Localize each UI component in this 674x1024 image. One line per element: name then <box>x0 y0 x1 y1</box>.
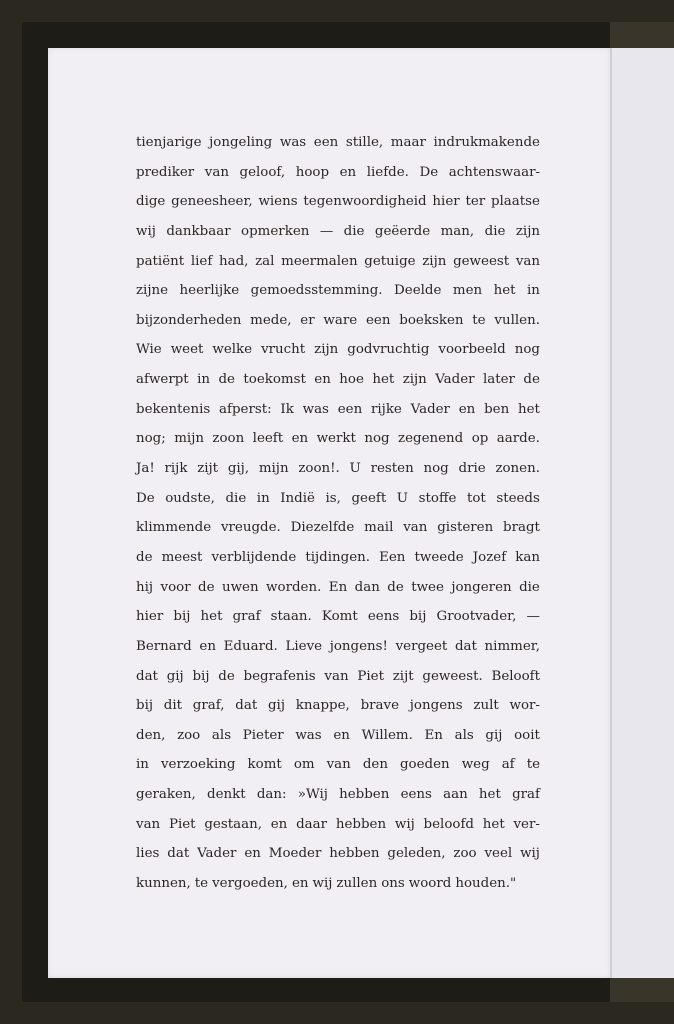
word: kan <box>515 549 540 565</box>
word: resten <box>370 461 414 477</box>
text-line <box>136 691 540 721</box>
word: boeksken <box>399 312 464 328</box>
word: het <box>518 401 540 417</box>
word: Indië <box>280 490 315 506</box>
word: zijne <box>136 283 169 299</box>
word: vergoeden, <box>212 876 288 892</box>
text-line <box>136 662 540 692</box>
word: weg <box>461 757 490 773</box>
word: bekentenis <box>136 401 211 417</box>
word: die <box>519 579 540 595</box>
word: geweest. <box>422 668 483 684</box>
word: Jozef <box>472 549 507 565</box>
word: als <box>454 727 474 743</box>
word: graf, <box>192 698 225 714</box>
word: geloof, <box>239 164 286 180</box>
word: zonen. <box>495 461 540 477</box>
word: Vader <box>197 846 237 862</box>
word: zijn <box>515 223 540 239</box>
word: hoe <box>339 372 364 388</box>
text-line <box>136 158 540 188</box>
word: maar <box>390 135 426 150</box>
word: jongens! <box>329 638 388 654</box>
word: houden." <box>455 876 517 892</box>
word: van <box>324 668 349 684</box>
word: prediker <box>136 164 195 180</box>
word: nog <box>514 342 540 358</box>
word: komt <box>247 757 282 773</box>
word: lies <box>136 846 160 862</box>
word: klimmende <box>136 520 212 536</box>
word: woord <box>408 876 452 892</box>
word: ware <box>323 312 358 328</box>
word: de <box>218 372 235 388</box>
word: te <box>194 876 209 892</box>
word: die <box>343 223 365 239</box>
text-line <box>136 810 540 840</box>
word: en <box>199 638 216 654</box>
word: welke <box>212 342 253 358</box>
word: geëerde <box>374 223 431 239</box>
word: — <box>319 223 334 239</box>
word: voor <box>160 579 191 595</box>
word: Vader <box>435 372 475 388</box>
word: dat <box>235 698 258 714</box>
word: in <box>527 283 540 299</box>
word: de <box>387 579 404 595</box>
word: wij <box>394 816 415 832</box>
word: dige <box>136 194 166 210</box>
word: Diezelfde <box>290 520 355 536</box>
text-line <box>136 454 540 484</box>
word: om <box>293 757 315 773</box>
text-line <box>136 573 540 603</box>
word: hebben <box>339 787 390 803</box>
word: begrafenis <box>243 668 316 684</box>
word: plaatse <box>490 194 540 210</box>
word: zegenend <box>398 431 464 447</box>
word: gestaan, <box>204 816 262 832</box>
word: zoo <box>453 846 477 862</box>
word: geeft <box>351 490 387 506</box>
word: er <box>300 312 315 328</box>
word: eens <box>367 609 400 625</box>
word: oudste, <box>165 490 215 506</box>
word: uwen <box>221 579 259 595</box>
word: geweest <box>453 253 510 269</box>
adjacent-page-edge <box>610 48 674 978</box>
word: mijn <box>258 461 289 477</box>
word: van <box>515 253 540 269</box>
word: bragt <box>503 520 540 536</box>
word: lief <box>190 253 213 269</box>
word: Een <box>379 549 406 565</box>
word: voorbeeld <box>438 342 506 358</box>
word: meest <box>161 549 203 565</box>
word: geleden, <box>387 846 446 862</box>
word: en <box>333 727 350 743</box>
word: hij <box>136 579 154 595</box>
text-line <box>136 187 540 217</box>
word: toekomst <box>243 372 306 388</box>
word: nog <box>364 431 390 447</box>
word: staan. <box>270 609 312 625</box>
word: indrukmakende <box>433 135 540 150</box>
word: knappe, <box>295 698 350 714</box>
word: die <box>225 490 247 506</box>
word: ver- <box>513 816 540 832</box>
word: Eduard. <box>223 638 278 654</box>
word: bij <box>192 668 210 684</box>
text-line <box>136 484 540 514</box>
word: men <box>452 283 483 299</box>
word: Piet <box>168 816 196 832</box>
word: zoon <box>212 431 245 447</box>
word: bijzonderheden <box>136 312 242 328</box>
word: een <box>337 401 363 417</box>
word: dat <box>136 668 158 684</box>
word: Ja! <box>136 461 155 477</box>
word: Belooft <box>491 668 540 684</box>
word: dan <box>354 579 380 595</box>
word: en <box>244 846 261 862</box>
word: geneesheer, <box>171 194 253 210</box>
word: leeft <box>252 431 284 447</box>
word: wij <box>312 876 333 892</box>
word: af <box>501 757 515 773</box>
word: bij <box>136 698 154 714</box>
word: En <box>424 727 443 743</box>
word: het <box>372 372 395 388</box>
word: nog; <box>136 431 166 447</box>
text-line <box>136 513 540 543</box>
text-line-last <box>136 869 540 899</box>
word: veel <box>484 846 513 862</box>
word: stoffe <box>418 490 457 506</box>
word: graf <box>512 787 540 803</box>
word: twee <box>411 579 444 595</box>
word: steeds <box>496 490 540 506</box>
word: daar <box>296 816 328 832</box>
word: getuige <box>364 253 416 269</box>
word: drie <box>458 461 486 477</box>
word: aan <box>443 787 468 803</box>
word: gij <box>267 698 285 714</box>
word: aarde. <box>496 431 540 447</box>
word: zijn <box>314 342 339 358</box>
word: jongeling <box>209 135 273 150</box>
word: graf <box>232 609 261 625</box>
word: wiens <box>258 194 298 210</box>
word: godvruchtig <box>347 342 430 358</box>
word: vrucht <box>261 342 306 358</box>
word: Moeder <box>268 846 322 862</box>
word: vreugde. <box>220 520 281 536</box>
word: tienjarige <box>136 135 202 150</box>
word: is, <box>325 490 341 506</box>
word: verblijdende <box>211 549 297 565</box>
word: den, <box>136 727 166 743</box>
word: weet <box>170 342 204 358</box>
text-line <box>136 780 540 810</box>
text-line <box>136 306 540 336</box>
text-line <box>136 602 540 632</box>
word: U <box>349 461 361 477</box>
word: opmerken <box>241 223 310 239</box>
word: was <box>279 135 307 150</box>
text-line <box>136 247 540 277</box>
word: en <box>291 431 309 447</box>
word: zijt <box>392 668 414 684</box>
word: en <box>291 876 309 892</box>
word: zoon!. <box>298 461 340 477</box>
word: gisteren <box>437 520 494 536</box>
word: Piet <box>357 668 384 684</box>
word: U <box>396 490 409 506</box>
word: heerlijke <box>179 283 240 299</box>
word: Pieter <box>242 727 284 743</box>
page-text-block <box>136 128 540 899</box>
word: wij <box>520 846 540 862</box>
word: verzoeking <box>160 757 236 773</box>
word: het <box>478 787 501 803</box>
text-line <box>136 424 540 454</box>
word: ben <box>484 401 510 417</box>
word: afwerpt <box>136 372 189 388</box>
word: rijk <box>164 461 188 477</box>
word: werkt <box>316 431 356 447</box>
word: ter <box>465 194 486 210</box>
word: gij <box>166 668 184 684</box>
word: Wie <box>136 342 162 358</box>
word: in <box>136 757 149 773</box>
word: ooit <box>514 727 540 743</box>
word: Vader <box>410 401 450 417</box>
word: eens <box>400 787 432 803</box>
word: hier <box>432 194 460 210</box>
word: tot <box>466 490 486 506</box>
word: rijke <box>370 401 402 417</box>
word: Deelde <box>394 283 442 299</box>
word: te <box>472 312 486 328</box>
word: was <box>295 727 322 743</box>
word: tijdingen. <box>305 549 371 565</box>
word: Grootvader, <box>436 609 517 625</box>
word: tegenwoordigheid <box>303 194 427 210</box>
text-line <box>136 276 540 306</box>
word: had, <box>218 253 249 269</box>
word: dankbaar <box>166 223 231 239</box>
word: achtenswaar- <box>448 164 540 180</box>
word: mail <box>364 520 394 536</box>
word: Komt <box>321 609 358 625</box>
word: de <box>198 579 215 595</box>
text-line <box>136 217 540 247</box>
word: zijn <box>402 372 427 388</box>
text-line <box>136 543 540 573</box>
word: gemoedsstemming. <box>250 283 383 299</box>
word: dat <box>454 638 477 654</box>
word: Willem. <box>361 727 413 743</box>
word: van <box>204 164 229 180</box>
word: later <box>482 372 515 388</box>
word: brave <box>360 698 400 714</box>
word: denkt <box>207 787 246 803</box>
word: Lieve <box>285 638 323 654</box>
word: een <box>313 135 339 150</box>
word: goeden <box>399 757 450 773</box>
word: jongens <box>409 698 463 714</box>
word: dan: <box>256 787 287 803</box>
word: mijn <box>174 431 204 447</box>
word: ons <box>381 876 405 892</box>
word: van <box>326 757 351 773</box>
word: beloofd <box>423 816 474 832</box>
word: zullen <box>336 876 378 892</box>
word: wij <box>136 223 156 239</box>
text-line <box>136 335 540 365</box>
word: De <box>136 490 155 506</box>
word: worden. <box>266 579 322 595</box>
word: het <box>482 816 505 832</box>
word: man, <box>440 223 475 239</box>
text-line <box>136 839 540 869</box>
word: in <box>197 372 211 388</box>
word: was <box>302 401 329 417</box>
word: zal <box>255 253 275 269</box>
word: bij <box>409 609 427 625</box>
word: de <box>218 668 235 684</box>
word: patiënt <box>136 253 185 269</box>
word: en <box>314 372 331 388</box>
word: het <box>200 609 223 625</box>
text-line <box>136 721 540 751</box>
word: tweede <box>414 549 464 565</box>
text-line <box>136 395 540 425</box>
word: hebben <box>335 816 387 832</box>
word: nimmer, <box>484 638 540 654</box>
word: Bernard <box>136 638 192 654</box>
word: dit <box>163 698 183 714</box>
word: de <box>136 549 153 565</box>
word: meermalen <box>281 253 358 269</box>
word: de <box>523 372 540 388</box>
word: dat <box>167 846 190 862</box>
word: en <box>339 164 357 180</box>
word: zoo <box>177 727 201 743</box>
word: wor- <box>509 698 540 714</box>
word: hebben <box>329 846 380 862</box>
word: afperst: <box>219 401 272 417</box>
word: bij <box>173 609 191 625</box>
word: — <box>526 609 540 625</box>
word: gij, <box>227 461 250 477</box>
text-line <box>136 750 540 780</box>
text-line <box>136 365 540 395</box>
word: als <box>211 727 232 743</box>
word: in <box>256 490 270 506</box>
word: vergeet <box>395 638 448 654</box>
word: en <box>270 816 288 832</box>
word: zijt <box>197 461 219 477</box>
word: hier <box>136 609 164 625</box>
word: den <box>362 757 388 773</box>
word: Ik <box>280 401 294 417</box>
word: een <box>366 312 391 328</box>
word: het <box>493 283 516 299</box>
text-line <box>136 128 540 158</box>
word: op <box>471 431 489 447</box>
word: liefde. <box>366 164 409 180</box>
word: gij <box>485 727 503 743</box>
word: kunnen, <box>136 876 191 892</box>
word: De <box>419 164 439 180</box>
word: nog <box>423 461 449 477</box>
text-line <box>136 632 540 662</box>
word: En <box>328 579 348 595</box>
word: zult <box>473 698 499 714</box>
word: vullen. <box>494 312 540 328</box>
word: zijn <box>422 253 447 269</box>
word: van <box>136 816 161 832</box>
word: hoop <box>295 164 330 180</box>
word: die <box>484 223 506 239</box>
word: stille, <box>345 135 384 150</box>
word: en <box>458 401 476 417</box>
word: geraken, <box>136 787 196 803</box>
word: te <box>526 757 540 773</box>
word: mede, <box>250 312 292 328</box>
word: »Wij <box>297 787 328 803</box>
word: jongeren <box>451 579 512 595</box>
word: van <box>403 520 428 536</box>
